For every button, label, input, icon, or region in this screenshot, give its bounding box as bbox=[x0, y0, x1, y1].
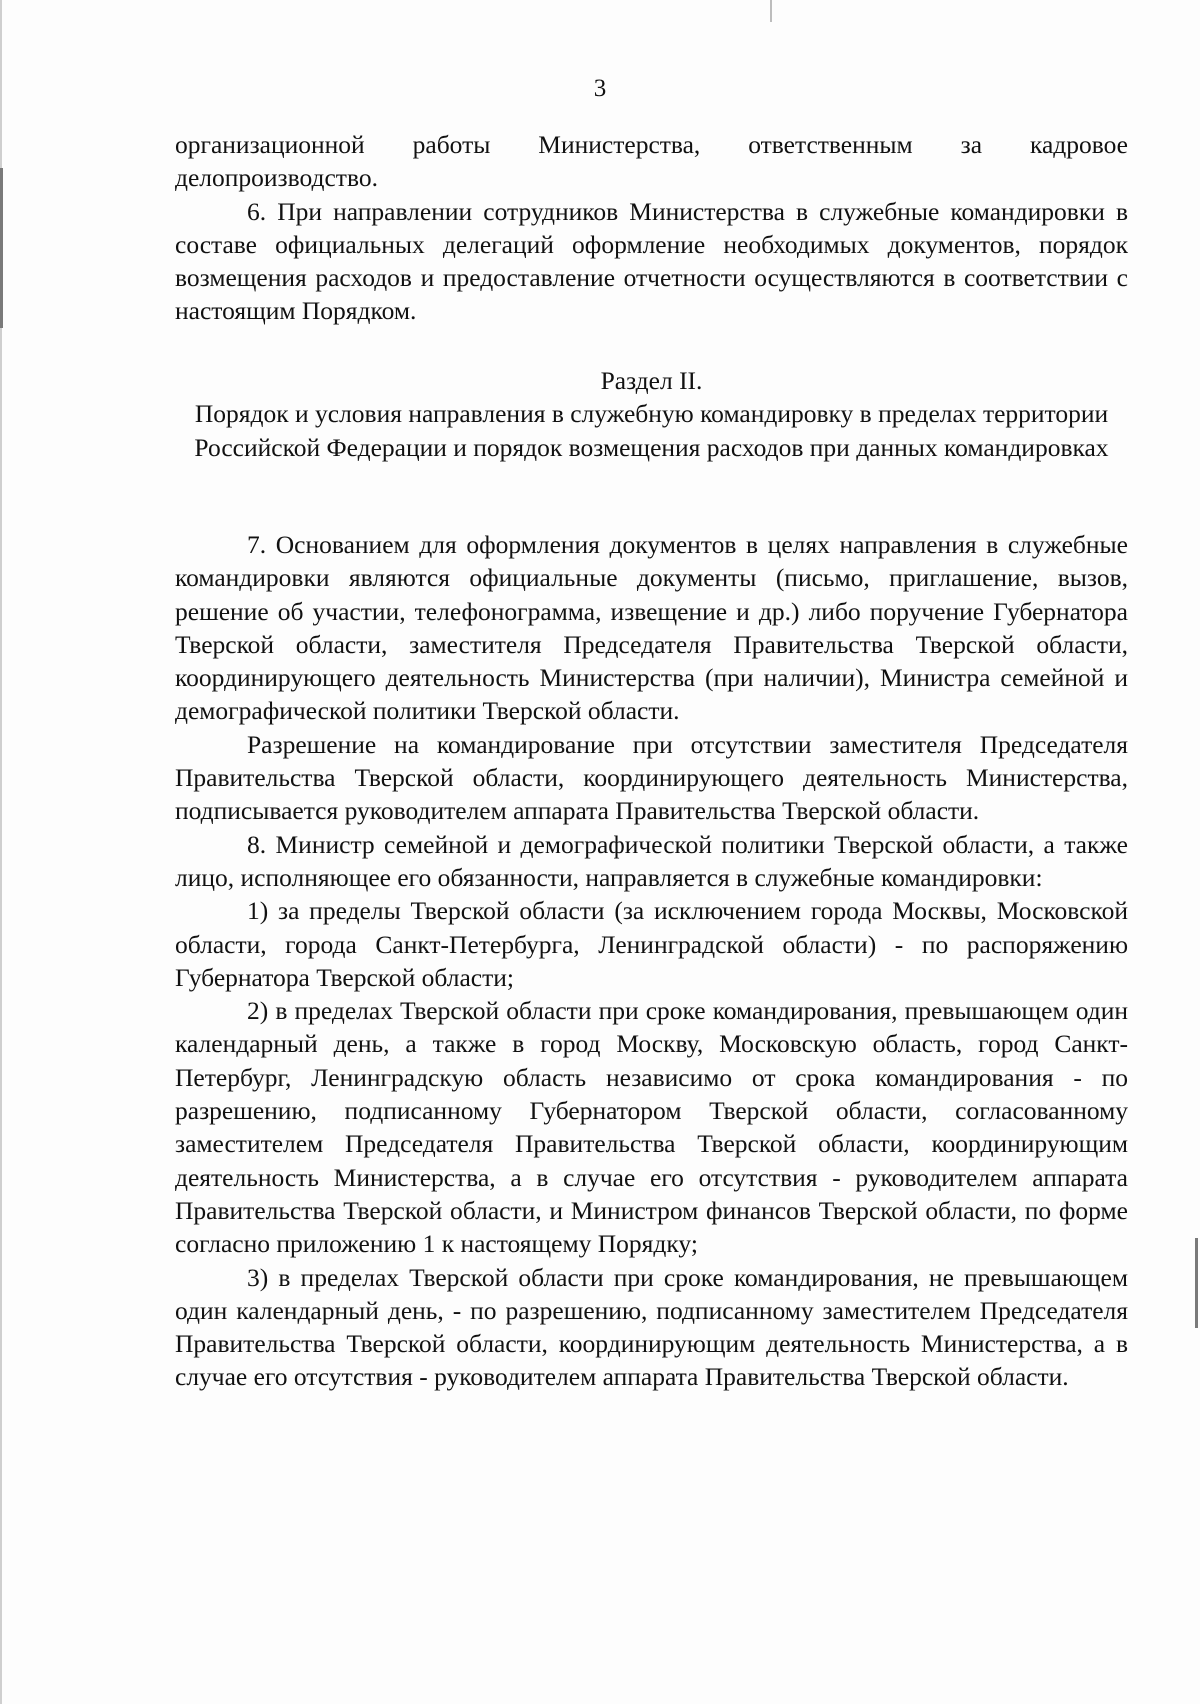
page-number: 3 bbox=[593, 75, 607, 102]
list-item-1: 1) за пределы Тверской области (за исключением города Москвы, Московской области, города Санкт-Петербурга, Ленинградской области) - по распоряжению Губернатора Тверской области; bbox=[175, 896, 1128, 992]
section-label: Раздел II. bbox=[600, 366, 703, 395]
list-item-2: 2) в пределах Тверской области при сроке командирования, превышающем один календарный день, а также в город Москву, Московскую область, город Санкт-Петербург, Ленинградскую область независимо от срока командирования - по разрешению, подписанному Губернатором Тверской области, согласованному заместителем Председателя Правительства Тверской области, координирующим деятельность Министерства, а в случае его отсутствия - руководителем аппарата Правительства Тверской области, и Министром финансов Тверской области, по форме согласно приложению 1 к настоящему Порядку; bbox=[175, 996, 1128, 1259]
list-item-3: 3) в пределах Тверской области при сроке командирования, не превышающем один календарный день, - по разрешению, подписанному заместителем Председателя Правительства Тверской области, координирующим деятельность Министерства, а в случае его отсутствия - руководителем аппарата Правительства Тверской области. bbox=[175, 1262, 1128, 1392]
text-block-main bbox=[175, 528, 1128, 1394]
text-block-top bbox=[175, 128, 1128, 328]
scan-artifact bbox=[1195, 1238, 1198, 1328]
scan-artifact bbox=[0, 168, 3, 328]
section-title: Порядок и условия направления в служебную командировку в пределах территории Российской Федерации и порядок возмещения расходов при данных командировках bbox=[194, 399, 1109, 462]
paragraph-8: 8. Министр семейной и демографической политики Тверской области, а также лицо, исполняющее его обязанности, направляется в служебные командировки: bbox=[175, 829, 1128, 892]
scan-artifact bbox=[770, 0, 772, 22]
paragraph-6: 6. При направлении сотрудников Министерства в служебные командировки в составе официальных делегаций оформление необходимых документов, порядок возмещения расходов и предоставление отчетности осуществляются в соответствии с настоящим Порядком. bbox=[175, 196, 1128, 326]
paragraph-7: 7. Основанием для оформления документов в целях направления в служебные командировки являются официальные документы (письмо, приглашение, вызов, решение об участии, телефонограмма, извещение и др.) либо поручение Губернатора Тверской области, заместителя Председателя Правительства Тверской области, координирующего деятельность Министерства (при наличии), Министра семейной и демографической политики Тверской области. bbox=[175, 530, 1128, 726]
paragraph-continuation: организационной работы Министерства, ответственным за кадровое делопроизводство. bbox=[175, 130, 1128, 193]
paragraph-permission: Разрешение на командирование при отсутствии заместителя Председателя Правительства Тверской области, координирующего деятельность Министерства, подписывается руководителем аппарата Правительства Тверской области. bbox=[175, 729, 1128, 826]
section-heading bbox=[175, 364, 1128, 464]
